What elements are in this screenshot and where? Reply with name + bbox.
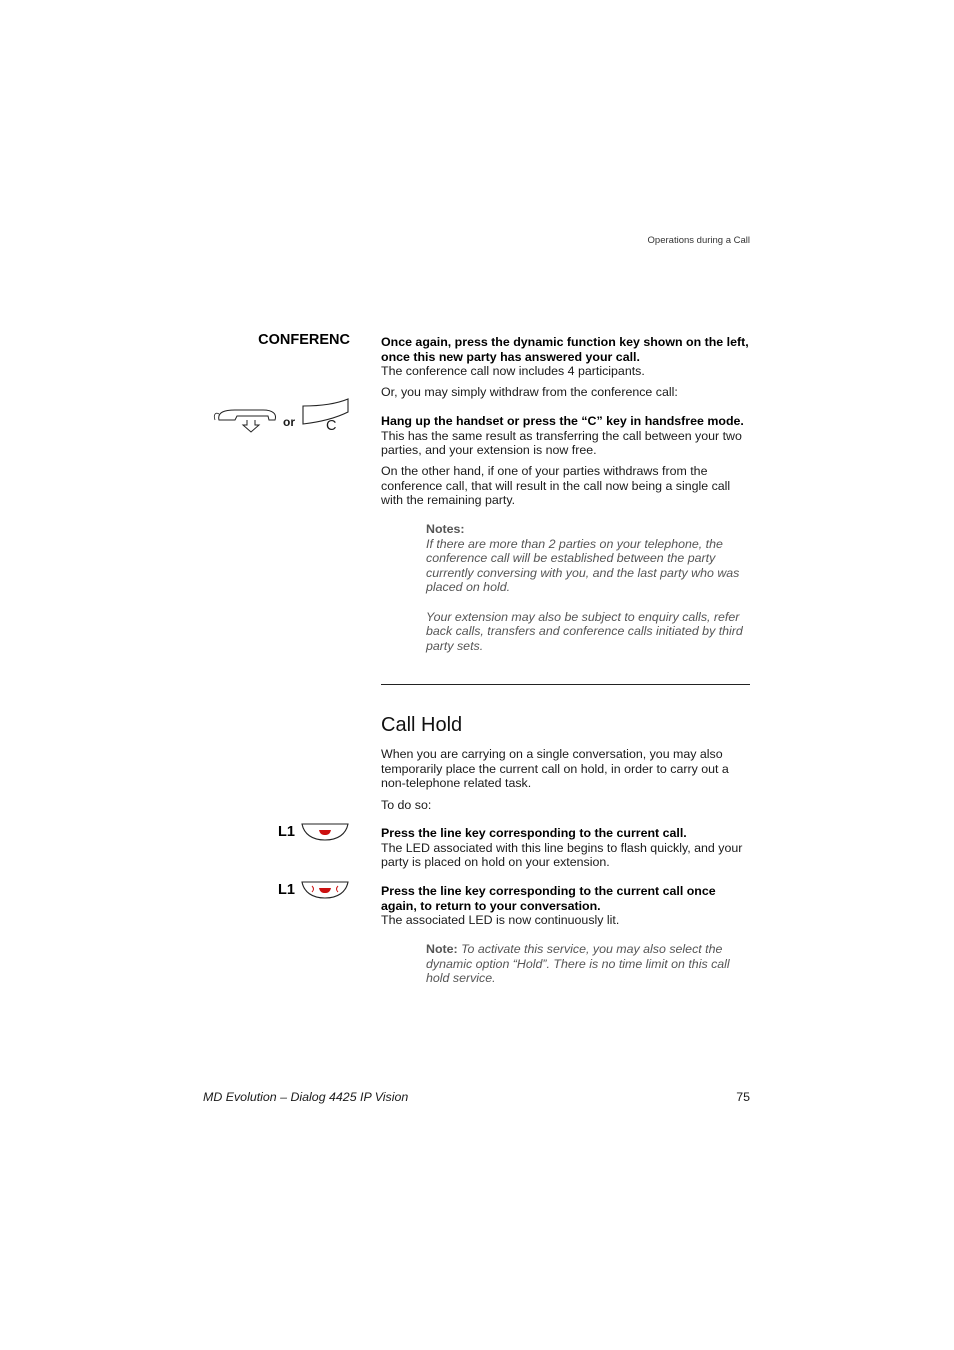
line-key-flashing-icon [300,880,350,900]
to-do-so: To do so: [381,798,432,812]
conference-step2 [381,414,751,458]
hang-up-handset-icon [213,398,279,434]
call-hold-step1-result: The LED associated with this line begins to flash quickly, and your party is placed on hold on your extension. [381,840,743,870]
conference-step1-instruction: Once again, press the dynamic function key shown on the left, once this new party has answered your call. [381,335,749,364]
call-hold-heading: Call Hold [381,714,463,736]
call-hold-step2 [381,884,751,928]
call-hold-note [426,942,752,986]
conference-step2-result: This has the same result as transferring the call between your two parties, and your extension is now free. [381,428,742,458]
footer-doc-title: MD Evolution – Dialog 4425 IP Vision [203,1090,409,1104]
notes-label: Notes: [426,522,465,536]
call-hold-note-text: To activate this service, you may also select the dynamic option “Hold”. There is no time limit on this call hold service. [426,942,730,986]
footer-page-number: 75 [736,1090,750,1104]
note-2: Your extension may also be subject to enquiry calls, refer back calls, transfers and conference calls initiated by third party sets. [426,609,743,653]
call-hold-intro: When you are carrying on a single conversation, you may also temporarily place the current call on hold, in order to carry out a non-telephone related task. [381,747,729,791]
conference-step2-instruction: Hang up the handset or press the “C” key in handsfree mode. [381,414,744,428]
call-hold-step2-result: The associated LED is now continuously lit. [381,913,620,928]
or-label: or [283,415,295,429]
c-key-label: C [326,418,337,434]
call-hold-step2-instruction: Press the line key corresponding to the current call once again, to return to your conversation. [381,884,716,913]
line-key-label-1: L1 [278,824,295,840]
other-hand-text: On the other hand, if one of your parties withdraws from the conference call, that will result in the call now being a single call with the remaining party. [381,464,731,508]
conference-step1 [381,335,751,379]
line-key-steady-icon [300,822,350,842]
note-1: If there are more than 2 parties on your telephone, the conference call will be established between the party currently conversing with you, and the last party who was placed on hold. [426,536,740,595]
call-hold-step1 [381,826,751,870]
call-hold-step1-instruction: Press the line key corresponding to the current call. [381,826,687,840]
line-key-label-2: L1 [278,882,295,898]
conference-step1-result: The conference call now includes 4 participants. [381,364,645,379]
conference-keyword: CONFERENC [258,332,350,348]
section-divider [381,684,750,685]
call-hold-note-label: Note: [426,942,458,956]
withdraw-text: Or, you may simply withdraw from the conference call: [381,385,678,399]
conference-notes [426,522,752,653]
running-header: Operations during a Call [647,235,750,246]
